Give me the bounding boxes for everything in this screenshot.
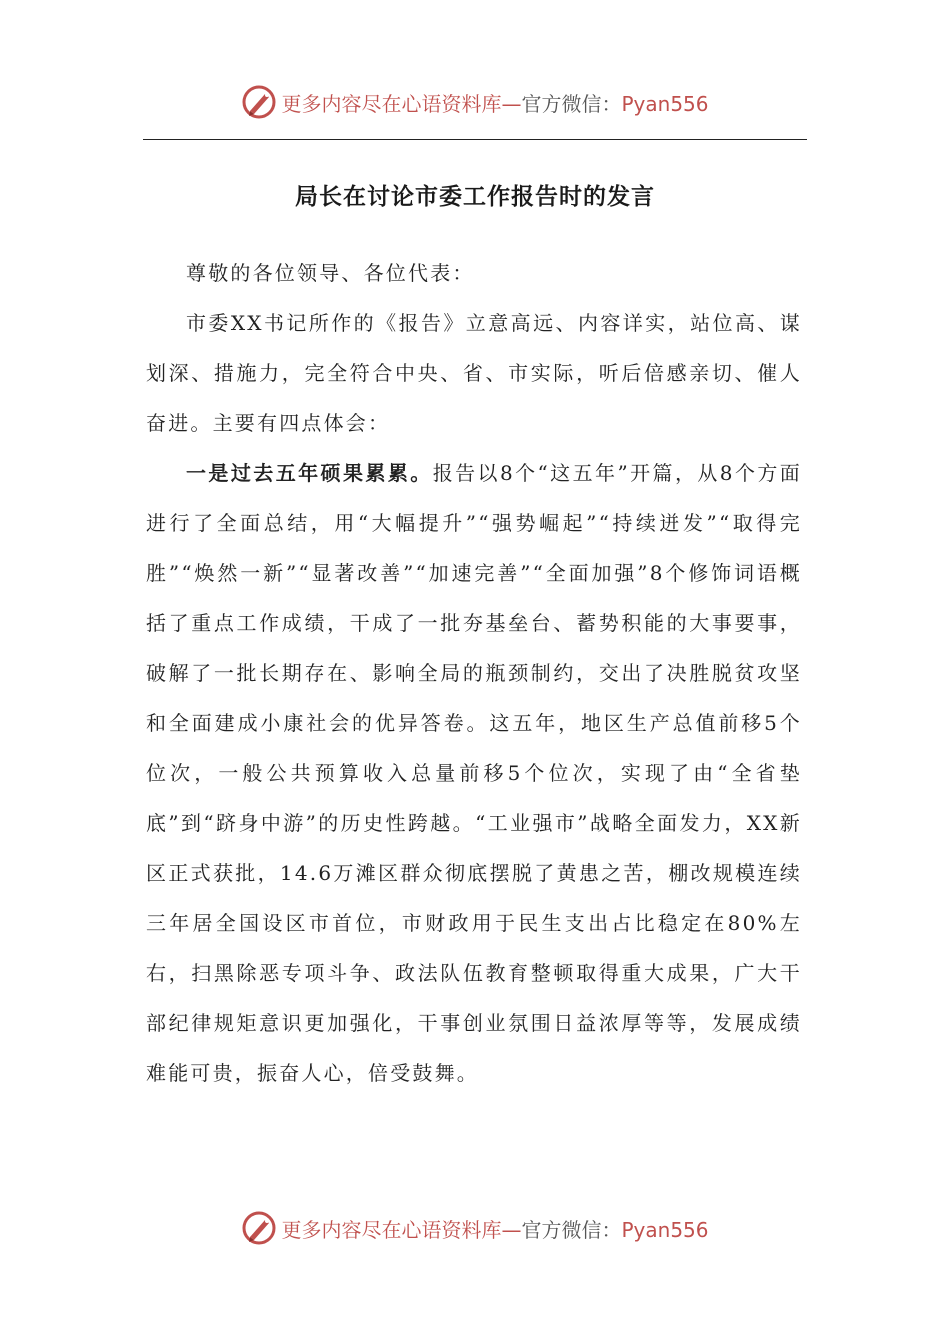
header-dash: — — [501, 91, 522, 116]
document-body — [146, 248, 802, 1098]
header-banner-text — [281, 88, 708, 117]
point-one-body: 报告以8个“这五年”开篇，从8个方面进行了全面总结，用“大幅提升”“强势崛起”“持续迸发”“取得完胜”“焕然一新”“显著改善”“加速完善”“全面加强”8个修饰词语概括了重点工作成绩，干成了一批夯基垒台、蓄势积能的大事要事，破解了一批长期存在、影响全局的瓶颈制约，交出了决胜脱贫攻坚和全面建成小康社会的优异答卷。这五年，地区生产总值前移5个位次，一般公共预算收入总量前移5个位次，实现了由“全省垫底”到“跻身中游”的历史性跨越。“工业强市”战略全面发力，XX新区正式获批，14.6万滩区群众彻底摆脱了黄患之苦，棚改规模连续三年居全国设区市首位，市财政用于民生支出占比稳定在80%左右，扫黑除恶专项斗争、政法队伍教育整顿取得重大成果，广大干部纪律规矩意识更加强化，干事创业氛围日益浓厚等等，发展成绩难能可贵，振奋人心，倍受鼓舞。 — [146, 461, 803, 1085]
footer-banner-text — [281, 1214, 708, 1243]
header-banner — [0, 82, 950, 122]
footer-site-text: 更多内容尽在心语资料库 — [281, 1217, 502, 1242]
footer-wechat-handle: Pyan556 — [621, 1217, 709, 1242]
intro-paragraph: 市委XX书记所作的《报告》立意高远、内容详实，站位高、谋划深、措施力，完全符合中央、省、市实际，听后倍感亲切、催人奋进。主要有四点体会： — [146, 311, 802, 435]
footer-dash: — — [501, 1217, 522, 1242]
salutation-paragraph: 尊敬的各位领导、各位代表： — [186, 261, 475, 285]
footer-banner — [0, 1208, 950, 1248]
header-wechat-handle: Pyan556 — [621, 91, 709, 116]
pen-logo-icon — [241, 1210, 277, 1246]
point-one-paragraph — [146, 448, 802, 1098]
header-site-text: 更多内容尽在心语资料库 — [281, 91, 502, 116]
pen-logo-icon — [241, 84, 277, 120]
document-title: 局长在讨论市委工作报告时的发言 — [295, 183, 655, 210]
header-wechat-label: 官方微信： — [521, 91, 622, 116]
point-one-lead: 一是过去五年硕果累累。 — [186, 461, 433, 485]
footer-wechat-label: 官方微信： — [521, 1217, 622, 1242]
header-divider — [143, 139, 807, 140]
